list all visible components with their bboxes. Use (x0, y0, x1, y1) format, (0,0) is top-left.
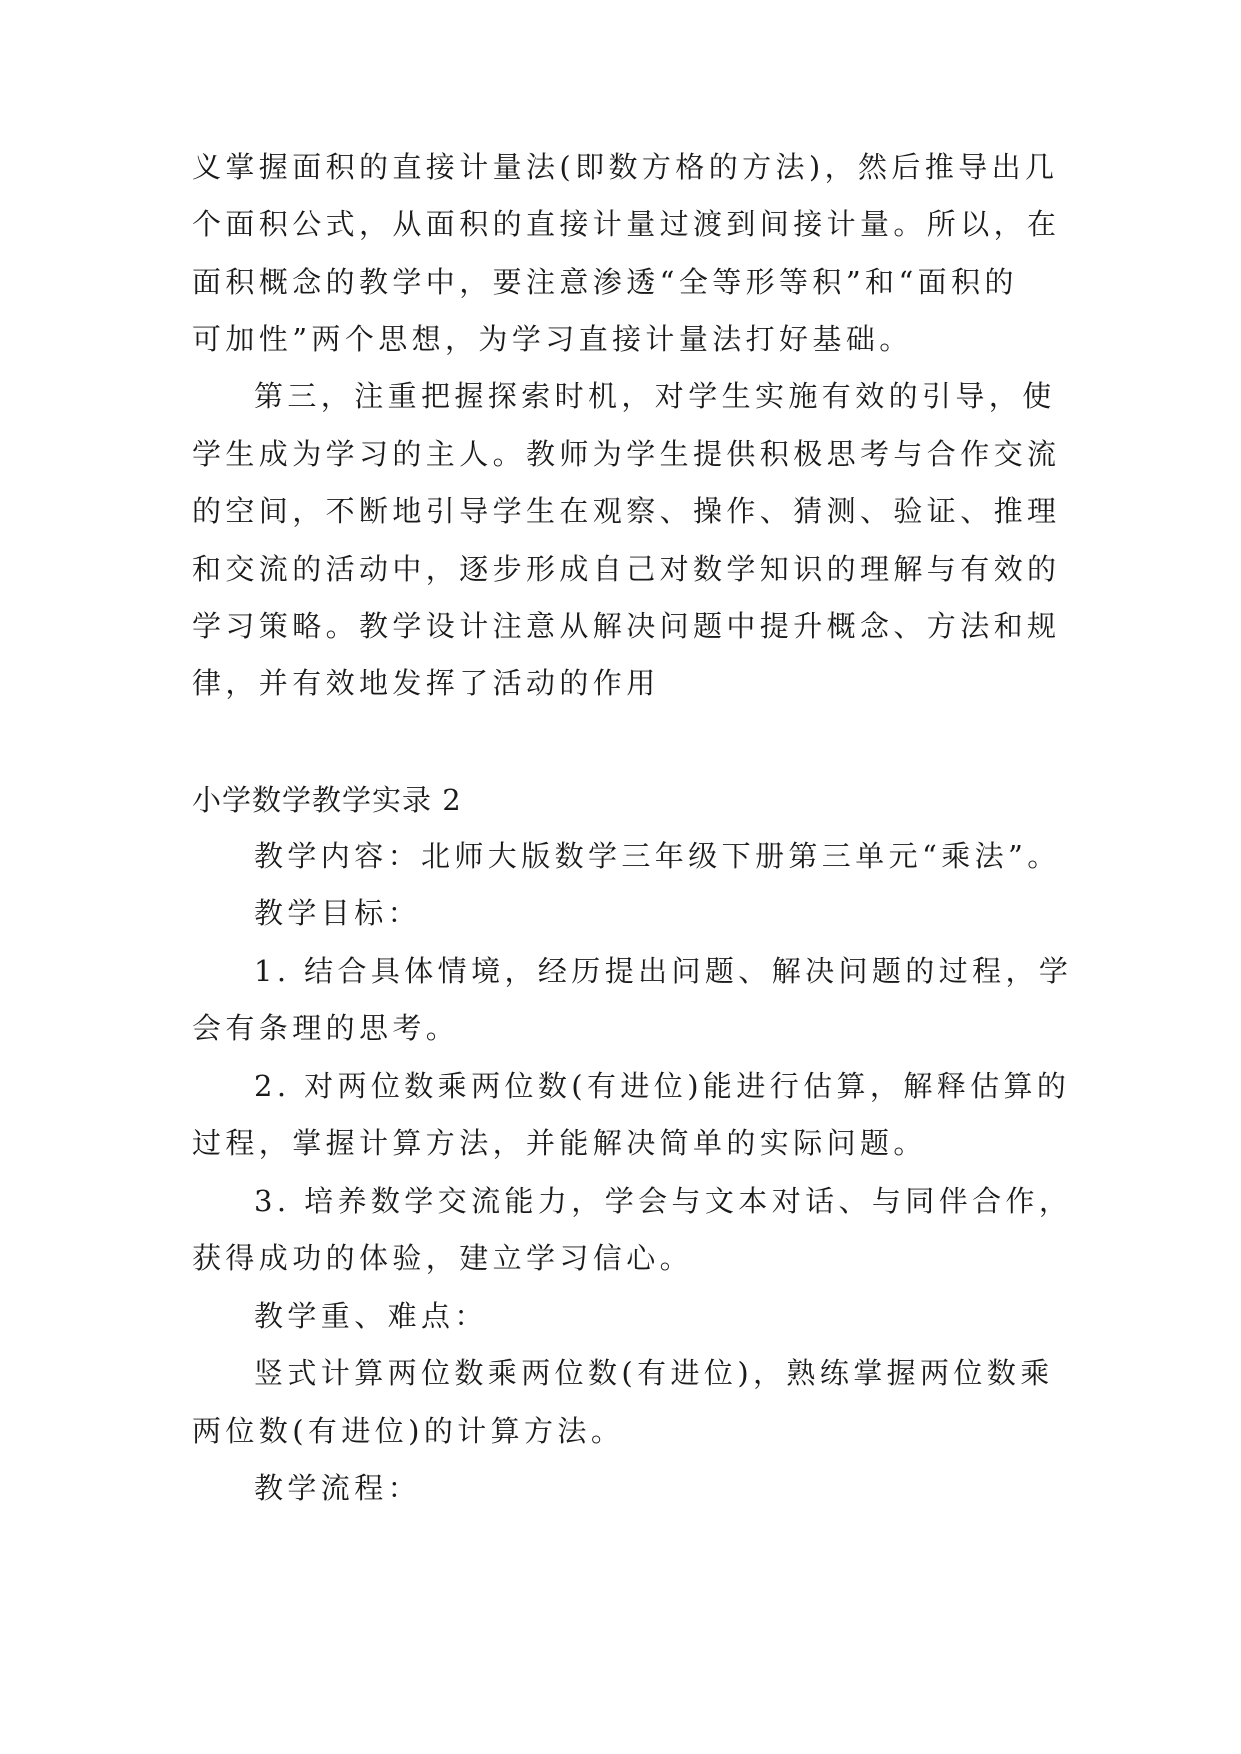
objectives-heading: 教学目标： (254, 896, 422, 930)
process-heading: 教学流程： (254, 1471, 422, 1505)
key-points-line-2: 两位数(有进位)的计算方法。 (192, 1414, 625, 1448)
key-points-heading: 教学重、难点： (254, 1299, 488, 1333)
paragraph-three-line-5: 学习策略。教学设计注意从解决问题中提升概念、方法和规 (192, 609, 1061, 643)
key-points-line-1: 竖式计算两位数乘两位数(有进位)，熟练掌握两位数乘 (254, 1356, 1054, 1390)
continued-paragraph-line-2: 个面积公式，从面积的直接计量过渡到间接计量。所以，在 (192, 207, 1061, 241)
objective-1-line-2: 会有条理的思考。 (192, 1011, 460, 1045)
objective-1-line-1: 1. 结合具体情境，经历提出问题、解决问题的过程，学 (254, 954, 1073, 988)
section-title: 小学数学教学实录 2 (192, 783, 462, 817)
continued-paragraph-line-4: 可加性”两个思想，为学习直接计量法打好基础。 (192, 322, 913, 356)
paragraph-three-line-1: 第三，注重把握探索时机，对学生实施有效的引导，使 (254, 379, 1056, 413)
paragraph-three-line-3: 的空间，不断地引导学生在观察、操作、猜测、验证、推理 (192, 494, 1061, 528)
continued-paragraph-line-1: 义掌握面积的直接计量法(即数方格的方法)，然后推导出几 (192, 150, 1059, 184)
teaching-content: 教学内容：北师大版数学三年级下册第三单元“乘法”。 (254, 839, 1061, 873)
paragraph-three-line-4: 和交流的活动中，逐步形成自己对数学知识的理解与有效的 (192, 552, 1061, 586)
objective-2-line-1: 2. 对两位数乘两位数(有进位)能进行估算，解释估算的 (254, 1069, 1071, 1103)
paragraph-three-line-2: 学生成为学习的主人。教师为学生提供积极思考与合作交流 (192, 437, 1061, 471)
objective-2-line-2: 过程，掌握计算方法，并能解决简单的实际问题。 (192, 1126, 927, 1160)
objective-3-line-1: 3. 培养数学交流能力，学会与文本对话、与同伴合作， (254, 1184, 1073, 1218)
continued-paragraph-line-3: 面积概念的教学中，要注意渗透“全等形等积”和“面积的 (192, 265, 1018, 299)
paragraph-three-line-6: 律，并有效地发挥了活动的作用 (192, 666, 660, 700)
objective-3-line-2: 获得成功的体验，建立学习信心。 (192, 1241, 694, 1275)
